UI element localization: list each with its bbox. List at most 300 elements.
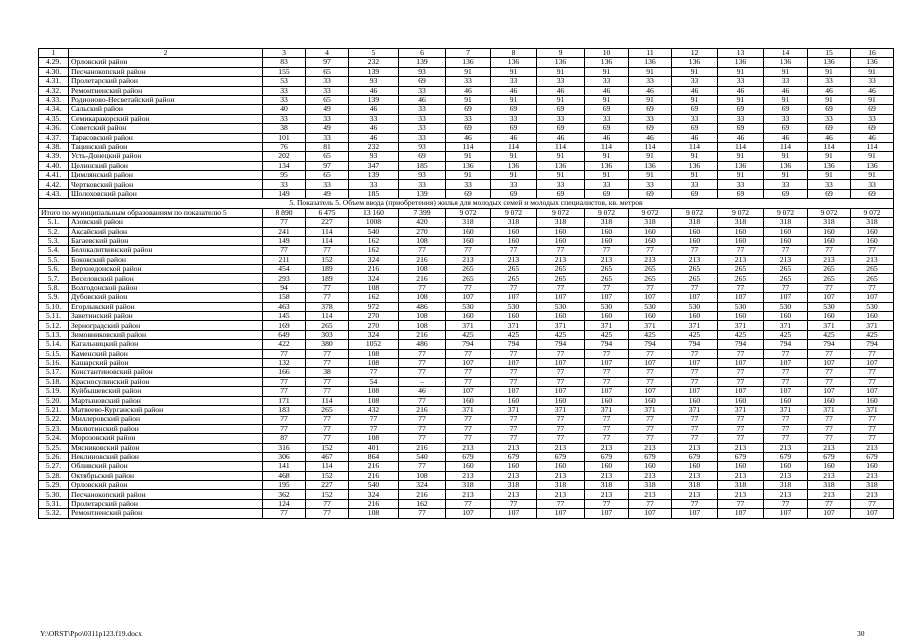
district-name: Багаевский район	[69, 236, 263, 245]
value-cell: 265	[851, 274, 894, 283]
value-cell: 65	[306, 67, 349, 76]
value-cell: 107	[537, 359, 585, 368]
value-cell: 425	[585, 330, 629, 339]
value-cell: 318	[585, 218, 629, 227]
value-cell: 77	[808, 415, 851, 424]
total-value: 9 072	[537, 208, 585, 218]
value-cell: 318	[764, 481, 808, 490]
value-cell: 38	[306, 368, 349, 377]
district-name: Заветинский район	[69, 312, 263, 321]
value-cell: 77	[306, 509, 349, 518]
value-cell: 77	[349, 415, 399, 424]
table-row	[39, 227, 894, 236]
value-cell: 378	[306, 302, 349, 311]
value-cell: 108	[399, 293, 446, 302]
row-index: 5.4.	[39, 246, 69, 255]
row-index: 5.24.	[39, 434, 69, 443]
value-cell: 33	[263, 180, 306, 189]
district-name: Верхнедонской район	[69, 265, 263, 274]
table-row	[39, 255, 894, 264]
value-cell: 136	[446, 58, 491, 67]
row-index: 4.29.	[39, 58, 69, 67]
value-cell: 46	[672, 133, 718, 142]
value-cell: 77	[399, 349, 446, 358]
value-cell: 77	[446, 349, 491, 358]
district-name: Зерноградский район	[69, 321, 263, 330]
value-cell: 136	[491, 58, 537, 67]
value-cell: 69	[851, 124, 894, 133]
value-cell: 108	[399, 321, 446, 330]
value-cell: 265	[585, 274, 629, 283]
district-name: Песчанокопский район	[69, 67, 263, 76]
district-name: Каменский район	[69, 349, 263, 358]
footer-file-path: Y:\ORST\Ppo\0311p123.f19.docx	[40, 629, 142, 638]
value-cell: 46	[851, 86, 894, 95]
value-cell: 216	[399, 443, 446, 452]
value-cell: 425	[764, 330, 808, 339]
value-cell: 91	[808, 95, 851, 104]
value-cell: 265	[764, 265, 808, 274]
district-name: Константиновский район	[69, 368, 263, 377]
row-index: 5.6.	[39, 265, 69, 274]
value-cell: 213	[491, 471, 537, 480]
value-cell: 107	[585, 359, 629, 368]
value-cell: 77	[672, 349, 718, 358]
value-cell: 265	[306, 321, 349, 330]
value-cell: 149	[263, 236, 306, 245]
value-cell: 270	[349, 321, 399, 330]
table-row	[39, 452, 894, 461]
table-row	[39, 302, 894, 311]
value-cell: 486	[399, 302, 446, 311]
row-index: 5.10.	[39, 302, 69, 311]
value-cell: 77	[585, 368, 629, 377]
value-cell: 77	[585, 377, 629, 386]
value-cell: 33	[764, 180, 808, 189]
column-number: 11	[629, 49, 672, 58]
value-cell: 46	[718, 133, 764, 142]
row-index: 4.43.	[39, 189, 69, 198]
value-cell: 77	[808, 368, 851, 377]
value-cell: 114	[808, 142, 851, 151]
value-cell: 33	[718, 180, 764, 189]
value-cell: 213	[446, 490, 491, 499]
row-index: 5.13.	[39, 330, 69, 339]
total-value: 13 160	[349, 208, 399, 218]
value-cell: 420	[399, 218, 446, 227]
value-cell: 69	[851, 105, 894, 114]
value-cell: 114	[672, 142, 718, 151]
value-cell: 324	[349, 255, 399, 264]
value-cell: 69	[718, 124, 764, 133]
value-cell: 160	[718, 227, 764, 236]
value-cell: 93	[349, 77, 399, 86]
value-cell: 77	[585, 246, 629, 255]
row-index: 5.16.	[39, 359, 69, 368]
value-cell: 160	[808, 312, 851, 321]
value-cell: 794	[629, 340, 672, 349]
table-row	[39, 218, 894, 227]
column-number-row	[39, 49, 894, 58]
value-cell: 185	[349, 189, 399, 198]
value-cell: 33	[306, 86, 349, 95]
value-cell: 77	[851, 434, 894, 443]
value-cell: 33	[718, 114, 764, 123]
value-cell: 213	[851, 490, 894, 499]
value-cell: 160	[537, 462, 585, 471]
value-cell: 318	[718, 481, 764, 490]
value-cell: 152	[306, 255, 349, 264]
total-value: 9 072	[446, 208, 491, 218]
value-cell: 318	[718, 218, 764, 227]
value-cell: 158	[263, 293, 306, 302]
district-name: Семикаракорский район	[69, 114, 263, 123]
value-cell: 97	[306, 58, 349, 67]
value-cell: 107	[808, 359, 851, 368]
value-cell: 160	[851, 396, 894, 405]
value-cell: 160	[629, 312, 672, 321]
value-cell: 77	[537, 424, 585, 433]
value-cell: 108	[399, 236, 446, 245]
value-cell: 93	[399, 171, 446, 180]
value-cell: 160	[764, 462, 808, 471]
value-cell: 213	[537, 490, 585, 499]
value-cell: 77	[446, 424, 491, 433]
value-cell: 53	[263, 77, 306, 86]
value-cell: 213	[764, 255, 808, 264]
value-cell: 107	[764, 509, 808, 518]
value-cell: 160	[585, 227, 629, 236]
value-cell: 794	[718, 340, 764, 349]
total-value: 9 072	[585, 208, 629, 218]
table-row	[39, 171, 894, 180]
table-row	[39, 274, 894, 283]
value-cell: 160	[764, 396, 808, 405]
column-number: 3	[263, 49, 306, 58]
value-cell: 77	[585, 434, 629, 443]
value-cell: 160	[672, 227, 718, 236]
value-cell: 77	[718, 368, 764, 377]
table-row	[39, 330, 894, 339]
value-cell: 136	[672, 161, 718, 170]
value-cell: 46	[349, 86, 399, 95]
value-cell: 77	[537, 499, 585, 508]
value-cell: 540	[399, 452, 446, 461]
value-cell: 160	[808, 462, 851, 471]
value-cell: 213	[585, 471, 629, 480]
value-cell: 864	[349, 452, 399, 461]
district-name: Мартыновский район	[69, 396, 263, 405]
value-cell: 371	[672, 405, 718, 414]
value-cell: 213	[851, 443, 894, 452]
value-cell: 318	[537, 481, 585, 490]
section-header-row	[39, 199, 894, 208]
value-cell: 114	[585, 142, 629, 151]
value-cell: 202	[263, 152, 306, 161]
value-cell: 91	[851, 171, 894, 180]
district-name: Пролетарский район	[69, 499, 263, 508]
value-cell: 425	[718, 330, 764, 339]
value-cell: 318	[764, 218, 808, 227]
value-cell: 530	[808, 302, 851, 311]
value-cell: 160	[808, 227, 851, 236]
value-cell: 371	[537, 405, 585, 414]
value-cell: 114	[537, 142, 585, 151]
value-cell: 77	[491, 434, 537, 443]
table-row	[39, 58, 894, 67]
value-cell: 91	[537, 152, 585, 161]
value-cell: 265	[718, 274, 764, 283]
value-cell: 77	[629, 434, 672, 443]
value-cell: 136	[629, 161, 672, 170]
value-cell: 213	[718, 490, 764, 499]
value-cell: 265	[585, 265, 629, 274]
value-cell: 136	[585, 161, 629, 170]
district-name: Миллеровский район	[69, 415, 263, 424]
value-cell: 530	[764, 302, 808, 311]
value-cell: 49	[306, 105, 349, 114]
value-cell: 136	[851, 161, 894, 170]
value-cell: 69	[491, 124, 537, 133]
column-number: 2	[69, 49, 263, 58]
value-cell: 794	[672, 340, 718, 349]
value-cell: 530	[672, 302, 718, 311]
value-cell: 371	[585, 321, 629, 330]
district-name: Цимлянский район	[69, 171, 263, 180]
value-cell: 540	[349, 481, 399, 490]
value-cell: 213	[718, 471, 764, 480]
value-cell: 91	[764, 67, 808, 76]
value-cell: 136	[718, 161, 764, 170]
value-cell: 371	[446, 405, 491, 414]
value-cell: 69	[399, 152, 446, 161]
value-cell: 139	[399, 58, 446, 67]
value-cell: 91	[851, 67, 894, 76]
table-row	[39, 424, 894, 433]
value-cell: 136	[672, 58, 718, 67]
value-cell: 139	[349, 95, 399, 104]
value-cell: 160	[851, 236, 894, 245]
column-number: 1	[39, 49, 69, 58]
value-cell: 371	[537, 321, 585, 330]
value-cell: 107	[629, 387, 672, 396]
value-cell: 46	[851, 133, 894, 142]
value-cell: 77	[764, 368, 808, 377]
table-row	[39, 415, 894, 424]
value-cell: 65	[306, 152, 349, 161]
value-cell: 77	[764, 415, 808, 424]
value-cell: 91	[491, 67, 537, 76]
value-cell: 265	[808, 274, 851, 283]
value-cell: 95	[263, 171, 306, 180]
district-name: Белокалитвинский район	[69, 246, 263, 255]
value-cell: 107	[851, 293, 894, 302]
value-cell: 69	[718, 105, 764, 114]
district-name: Азовский район	[69, 218, 263, 227]
value-cell: 107	[446, 359, 491, 368]
value-cell: 77	[672, 415, 718, 424]
column-number: 15	[808, 49, 851, 58]
value-cell: 69	[537, 105, 585, 114]
value-cell: 107	[851, 509, 894, 518]
value-cell: 183	[263, 405, 306, 414]
value-cell: 425	[446, 330, 491, 339]
value-cell: 794	[446, 340, 491, 349]
value-cell: 108	[349, 283, 399, 292]
value-cell: 91	[808, 171, 851, 180]
district-name: Шолоховский район	[69, 189, 263, 198]
value-cell: 77	[808, 434, 851, 443]
table-row	[39, 189, 894, 198]
table-row	[39, 67, 894, 76]
value-cell: 69	[446, 189, 491, 198]
value-cell: 107	[672, 293, 718, 302]
value-cell: 49	[306, 124, 349, 133]
value-cell: 91	[851, 95, 894, 104]
value-cell: 136	[764, 161, 808, 170]
value-cell: 371	[491, 405, 537, 414]
value-cell: 318	[672, 218, 718, 227]
row-index: 5.1.	[39, 218, 69, 227]
value-cell: 46	[446, 133, 491, 142]
value-cell: 69	[446, 124, 491, 133]
value-cell: 101	[263, 133, 306, 142]
value-cell: 33	[585, 114, 629, 123]
value-cell: 33	[629, 114, 672, 123]
table-row	[39, 133, 894, 142]
table-row	[39, 105, 894, 114]
value-cell: 46	[349, 105, 399, 114]
value-cell: 679	[446, 452, 491, 461]
value-cell: 265	[808, 265, 851, 274]
value-cell: 107	[585, 509, 629, 518]
value-cell: 69	[585, 105, 629, 114]
district-name: Пролетарский район	[69, 77, 263, 86]
value-cell: 136	[718, 58, 764, 67]
value-cell: 33	[808, 77, 851, 86]
district-name: Советский район	[69, 124, 263, 133]
value-cell: 77	[306, 349, 349, 358]
district-name: Чертковский район	[69, 180, 263, 189]
column-number: 16	[851, 49, 894, 58]
value-cell: 160	[629, 396, 672, 405]
value-cell: 213	[446, 255, 491, 264]
total-value: 9 072	[764, 208, 808, 218]
value-cell: 77	[764, 283, 808, 292]
district-name: Мясниковский район	[69, 443, 263, 452]
value-cell: 69	[446, 105, 491, 114]
value-cell: 33	[808, 180, 851, 189]
value-cell: 77	[263, 218, 306, 227]
value-cell: 77	[629, 377, 672, 386]
value-cell: 152	[306, 443, 349, 452]
row-index: 4.34.	[39, 105, 69, 114]
value-cell: 77	[585, 499, 629, 508]
value-cell: 93	[349, 152, 399, 161]
value-cell: 77	[672, 434, 718, 443]
value-cell: 77	[399, 424, 446, 433]
value-cell: 77	[263, 415, 306, 424]
table-row	[39, 95, 894, 104]
value-cell: 265	[629, 265, 672, 274]
value-cell: 77	[851, 377, 894, 386]
value-cell: 107	[446, 509, 491, 518]
value-cell: 77	[672, 499, 718, 508]
row-index: 4.40.	[39, 161, 69, 170]
value-cell: 33	[446, 77, 491, 86]
table-row	[39, 77, 894, 86]
total-value: 9 072	[808, 208, 851, 218]
value-cell: 318	[491, 481, 537, 490]
value-cell: 91	[672, 67, 718, 76]
value-cell: 107	[672, 509, 718, 518]
district-name: Ремонтненский район	[69, 509, 263, 518]
value-cell: 318	[537, 218, 585, 227]
value-cell: 972	[349, 302, 399, 311]
value-cell: 33	[349, 180, 399, 189]
value-cell: 227	[306, 218, 349, 227]
value-cell: 108	[349, 396, 399, 405]
value-cell: 91	[446, 152, 491, 161]
row-index: 4.33.	[39, 95, 69, 104]
value-cell: 46	[585, 133, 629, 142]
table-row	[39, 246, 894, 255]
value-cell: 77	[718, 499, 764, 508]
value-cell: 77	[491, 415, 537, 424]
value-cell: 425	[672, 330, 718, 339]
value-cell: 265	[718, 265, 764, 274]
value-cell: 77	[764, 499, 808, 508]
row-index: 5.5.	[39, 255, 69, 264]
column-number: 8	[491, 49, 537, 58]
value-cell: 91	[629, 95, 672, 104]
value-cell: 77	[306, 434, 349, 443]
value-cell: 213	[446, 443, 491, 452]
district-name: Милютинский район	[69, 424, 263, 433]
value-cell: 46	[764, 133, 808, 142]
table-row	[39, 396, 894, 405]
value-cell: 160	[629, 227, 672, 236]
value-cell: 77	[263, 377, 306, 386]
value-cell: 107	[585, 387, 629, 396]
row-index: 4.41.	[39, 171, 69, 180]
value-cell: 69	[629, 105, 672, 114]
value-cell: 77	[629, 424, 672, 433]
value-cell: 162	[399, 499, 446, 508]
value-cell: 93	[399, 67, 446, 76]
value-cell: 69	[808, 124, 851, 133]
value-cell: 46	[629, 86, 672, 95]
value-cell: 216	[349, 499, 399, 508]
value-cell: 149	[263, 189, 306, 198]
value-cell: 213	[764, 471, 808, 480]
value-cell: 679	[585, 452, 629, 461]
value-cell: 69	[585, 124, 629, 133]
value-cell: 401	[349, 443, 399, 452]
value-cell: 152	[306, 471, 349, 480]
value-cell: 91	[585, 152, 629, 161]
value-cell: 69	[851, 189, 894, 198]
value-cell: 97	[306, 161, 349, 170]
value-cell: 91	[672, 171, 718, 180]
value-cell: 679	[808, 452, 851, 461]
value-cell: 91	[764, 171, 808, 180]
value-cell: 318	[808, 481, 851, 490]
row-index: 4.39.	[39, 152, 69, 161]
value-cell: 33	[349, 114, 399, 123]
value-cell: 160	[537, 236, 585, 245]
table-row	[39, 283, 894, 292]
